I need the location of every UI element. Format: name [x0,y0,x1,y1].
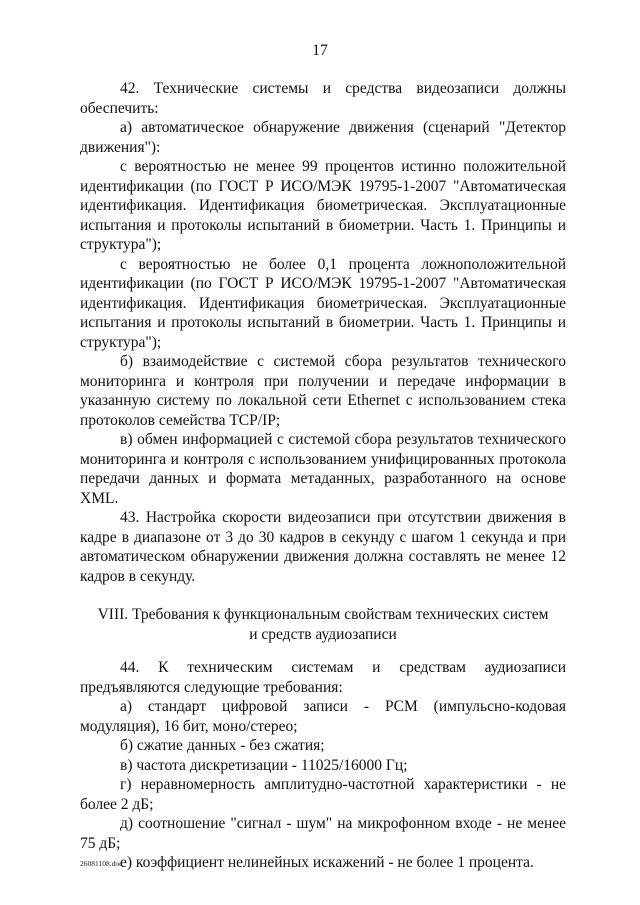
section-heading [80,605,566,644]
paragraph-44-b: б) сжатие данных - без сжатия; [120,737,325,754]
section-heading-line-1: VIII. Требования к функциональным свойствам технических систем [97,606,549,623]
section-heading-line-2: и средств аудиозаписи [249,625,397,643]
paragraph-44-a: а) стандарт цифровой записи - PCM (импульсно-кодовая модуляция), 16 бит, моно/стерео; [80,698,566,735]
paragraph-42-a: а) автоматическое обнаружение движения (сценарий "Детектор движения"): [80,119,566,156]
paragraph-42-c: в) обмен информацией с системой сбора результатов технического мониторинга и контроля с использованием унифицированных протокола передачи данных и формата метаданных, разработанного на основе XML. [80,431,566,507]
paragraph-42-a-false-positive: с вероятностью не более 0,1 процента ложноположительной идентификации (по ГОСТ Р ИСО/МЭК 19795-1-2007 "Автоматическая идентификация. Идентификация биометрическая. Эксплуатационные испытания и протоколы испытаний в биометрии. Часть 1. Принципы и структура"); [80,255,566,351]
footer-filename: 26081108.doc [80,859,123,868]
paragraph-44-f: е) коэффициент нелинейных искажений - не более 1 процента. [120,854,534,871]
paragraph-42-a-true-positive: с вероятностью не менее 99 процентов истинно положительной идентификации (по ГОСТ Р ИСО/МЭК 19795-1-2007 "Автоматическая идентификация. Идентификация биометрическая. Эксплуатационные испытания и протоколы испытаний в биометрии. Часть 1. Принципы и структура"); [80,158,566,253]
paragraph-42-b: б) взаимодействие с системой сбора результатов технического мониторинга и контроля при получении и передаче информации в указанную систему по локальной сети Ethernet с использованием стека протоколов семейства TCP/IP; [80,353,566,429]
paragraph-44-e: д) соотношение "сигнал - шум" на микрофонном входе - не менее 75 дБ; [80,815,566,852]
page-number: 17 [312,42,328,59]
paragraph-44-d: г) неравномерность амплитудно-частотной характеристики - не более 2 дБ; [80,776,566,813]
paragraph-44: 44. К техническим системам и средствам аудиозаписи предъявляются следующие требования: [80,659,566,696]
paragraph-42: 42. Технические системы и средства видеозаписи должны обеспечить: [80,80,566,117]
paragraph-43: 43. Настройка скорости видеозаписи при отсутствии движения в кадре в диапазоне от 3 до 30 кадров в секунду с шагом 1 секунда и при автоматическом обнаружении движения должна составлять не менее 12 кадров в секунду. [80,509,566,585]
document-body [80,79,566,873]
paragraph-44-c: в) частота дискретизации - 11025/16000 Гц; [120,756,408,774]
